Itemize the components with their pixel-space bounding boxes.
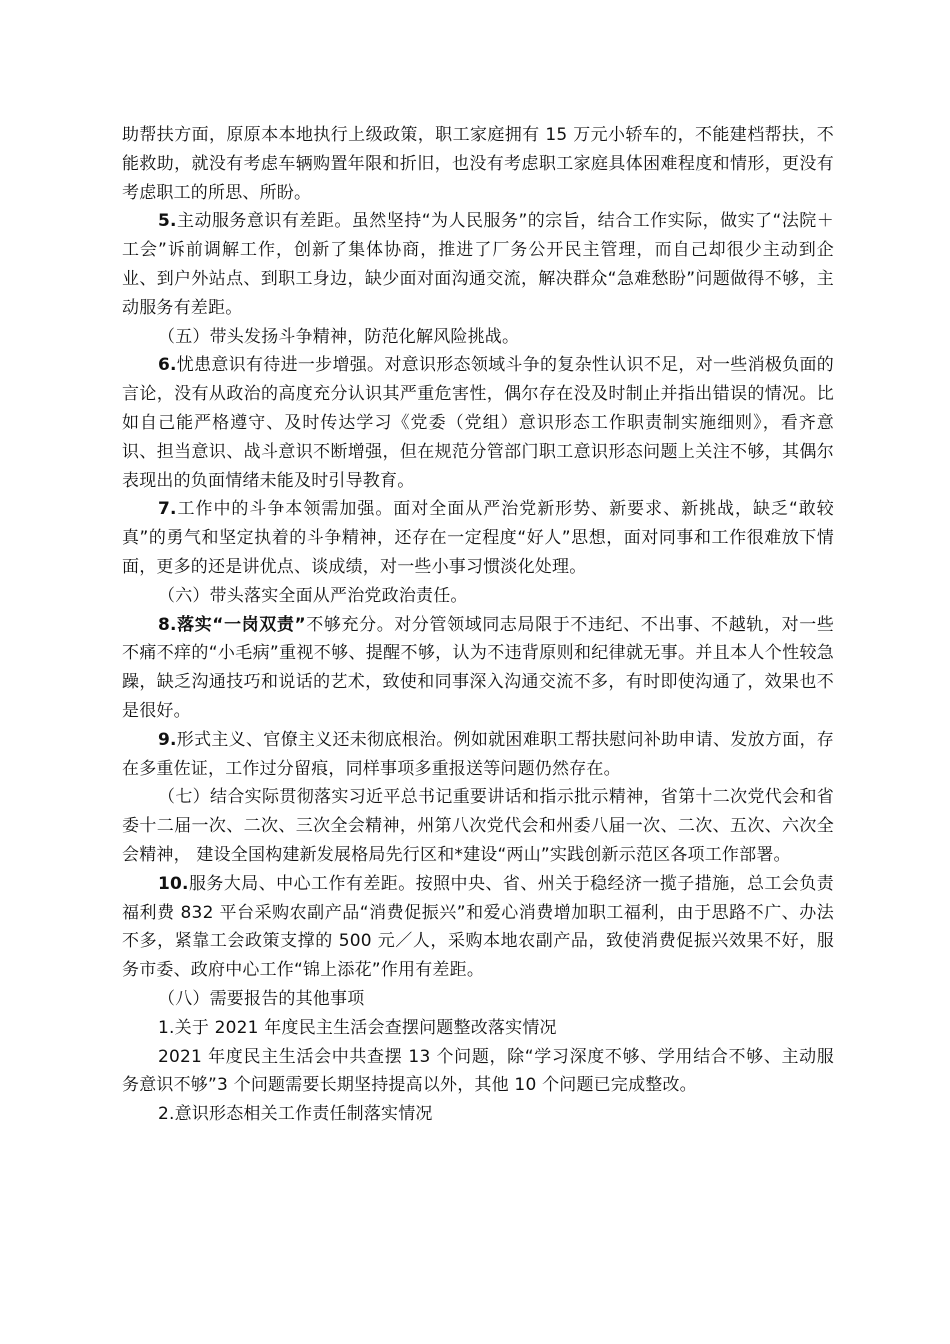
paragraph-item-5 (122, 207, 834, 322)
paragraph-text: 工作中的斗争本领需加强。面对全面从严治党新形势、新要求、新挑战，缺乏“敢较真”的勇气和坚定执着的斗争精神，还存在一定程度“好人”思想，面对同事和工作很难放下情面，更多的还是讲优点、谈成绩，对一些小事习惯淡化处理。 (122, 499, 834, 577)
item-number: 9. (158, 729, 177, 750)
item-number: 5. (158, 211, 177, 232)
section-heading-5 (122, 323, 834, 352)
heading-text: （七）结合实际贯彻落实习近平总书记重要讲话和指示批示精神，省第十二次党代会和省委十二届一次、二次、三次全会精神，州第八次党代会和州委八届一次、二次、五次、六次全会精神， 建设全国构建新发展格局先行区和*建设“两山”实践创新示范区各项工作部署。 (122, 787, 834, 865)
heading-text: 1.关于 2021 年度民主生活会查摆问题整改落实情况 (158, 1017, 557, 1038)
paragraph-item-10 (122, 870, 834, 985)
document-body (122, 121, 834, 1129)
paragraph-text: 2021 年度民主生活会中共查摆 13 个问题，除“学习深度不够、学用结合不够、主动服务意识不够”3 个问题需要长期坚持提高以外，其他 10 个问题已完成整改。 (122, 1046, 834, 1096)
paragraph-text: 不够充分。对分管领域同志局限于不违纪、不出事、不越轨，对一些不痛不痒的“小毛病”重视不够、提醒不够，认为不违背原则和纪律就无事。并且本人个性较急躁，缺乏沟通技巧和说话的艺术，致使和同事深入沟通交流不多，有时即使沟通了，效果也不是很好。 (122, 614, 834, 721)
paragraph-text: 忧患意识有待进一步增强。对意识形态领域斗争的复杂性认识不足，对一些消极负面的言论，没有从政治的高度充分认识其严重危害性，偶尔存在没及时制止并指出错误的情况。比如自己能严格遵守、及时传达学习《党委（党组）意识形态工作职责制实施细则》，看齐意识、担当意识、战斗意识不断增强，但在规范分管部门职工意识形态问题上关注不够，其偶尔表现出的负面情绪未能及时引导教育。 (122, 355, 834, 491)
paragraph-item-7 (122, 495, 834, 581)
paragraph-item-6 (122, 351, 834, 495)
item-number: 10. (158, 873, 189, 894)
item-number: 7. (158, 499, 177, 520)
paragraph-rectification (122, 1043, 834, 1101)
section-heading-6 (122, 582, 834, 611)
paragraph-item-8 (122, 611, 834, 726)
subheading-1 (122, 1014, 834, 1043)
item-number: 8.落实“一岗双责” (158, 614, 306, 635)
paragraph-text: 主动服务意识有差距。虽然坚持“为人民服务”的宗旨，结合工作实际，做实了“法院＋工会”诉前调解工作，创新了集体协商，推进了厂务公开民主管理，而自己却很少主动到企业、到户外站点、到职工身边，缺少面对面沟通交流，解决群众“急难愁盼”问题做得不够，主动服务有差距。 (122, 211, 834, 318)
paragraph-text: 助帮扶方面，原原本本地执行上级政策，职工家庭拥有 15 万元小轿车的，不能建档帮扶，不能救助，就没有考虑车辆购置年限和折旧，也没有考虑职工家庭具体困难程度和情形，更没有考虑职工的所思、所盼。 (122, 125, 834, 203)
heading-text: （五）带头发扬斗争精神，防范化解风险挑战。 (158, 326, 520, 347)
section-heading-7 (122, 783, 834, 869)
item-number: 6. (158, 355, 177, 376)
section-heading-8 (122, 985, 834, 1014)
paragraph-text: 服务大局、中心工作有差距。按照中央、省、州关于稳经济一揽子措施，总工会负责福利费 832 平台采购农副产品“消费促振兴”和爱心消费增加职工福利，由于思路不广、办法不多，紧靠工会政策支撑的 500 元／人，采购本地农副产品，致使消费促振兴效果不好，服务市委、政府中心工作“锦上添花”作用有差距。 (122, 873, 834, 981)
paragraph-1 (122, 121, 834, 207)
heading-text: （八）需要报告的其他事项 (158, 988, 365, 1009)
subheading-2 (122, 1100, 834, 1129)
paragraph-item-9 (122, 726, 834, 784)
heading-text: 2.意识形态相关工作责任制落实情况 (158, 1104, 433, 1125)
heading-text: （六）带头落实全面从严治党政治责任。 (158, 585, 468, 606)
paragraph-text: 形式主义、官僚主义还未彻底根治。例如就困难职工帮扶慰问补助申请、发放方面，存在多重佐证，工作过分留痕，同样事项多重报送等问题仍然存在。 (122, 729, 834, 779)
